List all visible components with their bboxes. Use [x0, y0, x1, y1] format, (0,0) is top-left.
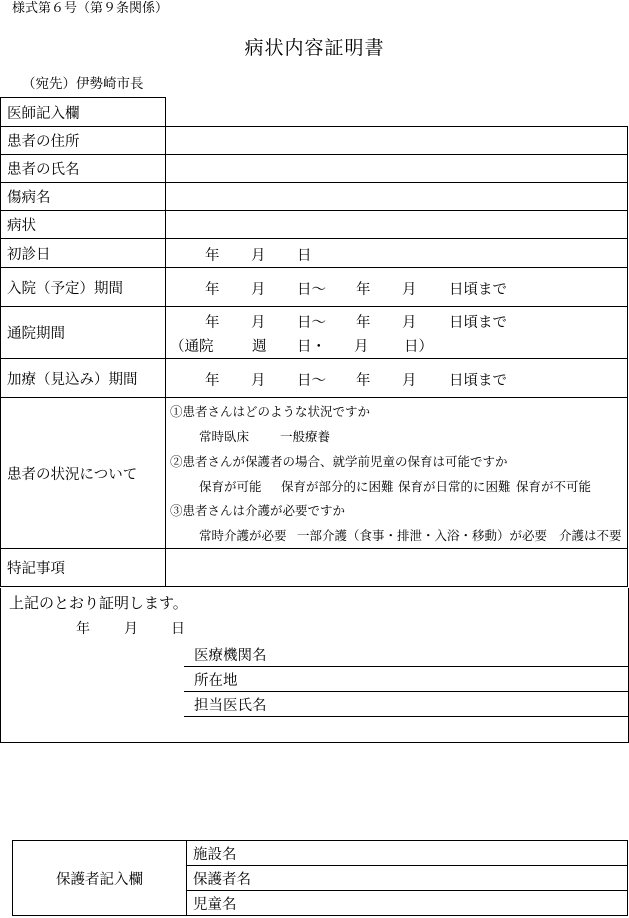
option-childcare-daily-difficult[interactable]: 保育が日常的に困難: [398, 479, 511, 494]
addressee: （宛先）伊勢崎市長: [22, 76, 144, 92]
field-condition: [166, 398, 628, 549]
field-patient-address[interactable]: [166, 127, 628, 155]
guardian-name-field[interactable]: 保護者名: [187, 866, 628, 891]
outpatient-open-text: （通院: [170, 339, 214, 355]
condition-question-1: ①患者さんはどのような状況ですか: [170, 404, 371, 419]
field-special-notes[interactable]: [166, 549, 628, 587]
year-text: 年: [205, 282, 220, 298]
month-text: 月: [402, 315, 417, 331]
day-from-text: 日～: [297, 373, 326, 389]
guardian-section-header: 保護者記入欄: [13, 841, 187, 916]
facility-name-field[interactable]: 施設名: [187, 841, 628, 866]
day-from-text: 日～: [297, 282, 326, 298]
day-until-text: 日頃まで: [449, 373, 507, 389]
month-text: 月: [251, 282, 266, 298]
day-until-text: 日頃まで: [449, 282, 507, 298]
guardian-section-table: [12, 840, 628, 916]
form-code: 様式第６号（第９条関係）: [12, 1, 169, 16]
option-care-not-needed[interactable]: 介護は不要: [559, 528, 622, 543]
condition-question-3: ③患者さんは介護が必要ですか: [170, 503, 346, 518]
cert-day-text: 日: [171, 621, 185, 637]
label-special-notes: 特記事項: [1, 549, 166, 587]
year-text: 年: [205, 315, 220, 331]
certification-section: [0, 588, 629, 743]
month-text: 月: [402, 373, 417, 389]
label-outpatient: 通院期間: [1, 307, 166, 359]
option-partial-care-needed[interactable]: 一部介護（食事・排泄・入浴・移動）が必要: [297, 528, 548, 543]
year-text: 年: [356, 373, 371, 389]
field-outpatient[interactable]: [166, 307, 628, 359]
month-text: 月: [251, 315, 266, 331]
cert-month-text: 月: [124, 621, 138, 637]
label-symptoms: 病状: [1, 211, 166, 239]
condition-question-2: ②患者さんが保護者の場合、就学前児童の保育は可能ですか: [170, 454, 508, 469]
doctor-header-blank: [166, 98, 628, 127]
doctor-section-table: [0, 97, 628, 587]
certification-statement: 上記のとおり証明します。: [9, 594, 188, 612]
cert-year-text: 年: [76, 621, 90, 637]
field-hospitalization[interactable]: [166, 268, 628, 307]
day-dot-text: 日・: [297, 339, 326, 355]
week-text: 週: [252, 339, 267, 355]
day-until-text: 日頃まで: [449, 315, 507, 331]
option-bedridden[interactable]: 常時臥床: [199, 429, 250, 444]
month-text: 月: [402, 282, 417, 298]
location-label: 所在地: [194, 673, 238, 689]
label-recovery: 加療（見込み）期間: [1, 359, 166, 398]
year-text: 年: [356, 315, 371, 331]
page-title: 病状内容証明書: [244, 37, 385, 59]
month-text: 月: [251, 248, 266, 264]
field-first-visit[interactable]: [166, 239, 628, 268]
year-text: 年: [205, 373, 220, 389]
option-childcare-possible[interactable]: 保育が可能: [199, 479, 262, 494]
month-text: 月: [354, 339, 369, 355]
child-name-field[interactable]: 児童名: [187, 891, 628, 916]
medical-institution-field[interactable]: [184, 641, 628, 667]
month-close-text: 日）: [404, 339, 433, 355]
label-condition: 患者の状況について: [1, 398, 166, 549]
attending-physician-field[interactable]: [184, 691, 628, 717]
day-text: 日: [297, 248, 312, 264]
field-patient-name[interactable]: [166, 155, 628, 183]
label-patient-name: 患者の氏名: [1, 155, 166, 183]
year-text: 年: [205, 248, 220, 264]
field-symptoms[interactable]: [166, 211, 628, 239]
label-hospitalization: 入院（予定）期間: [1, 268, 166, 307]
day-from-text: 日～: [297, 315, 326, 331]
option-childcare-impossible[interactable]: 保育が不可能: [516, 479, 592, 494]
option-childcare-partially-difficult[interactable]: 保育が部分的に困難: [281, 479, 394, 494]
medical-institution-label: 医療機関名: [194, 648, 267, 664]
label-first-visit: 初診日: [1, 239, 166, 268]
label-patient-address: 患者の住所: [1, 127, 166, 155]
field-recovery[interactable]: [166, 359, 628, 398]
location-field[interactable]: [184, 666, 628, 692]
attending-physician-label: 担当医氏名: [194, 698, 267, 714]
month-text: 月: [251, 373, 266, 389]
doctor-section-header: 医師記入欄: [1, 98, 166, 127]
field-disease[interactable]: [166, 183, 628, 211]
option-full-care-needed[interactable]: 常時介護が必要: [199, 528, 287, 543]
year-text: 年: [356, 282, 371, 298]
label-disease: 傷病名: [1, 183, 166, 211]
option-general-care[interactable]: 一般療養: [280, 429, 331, 444]
